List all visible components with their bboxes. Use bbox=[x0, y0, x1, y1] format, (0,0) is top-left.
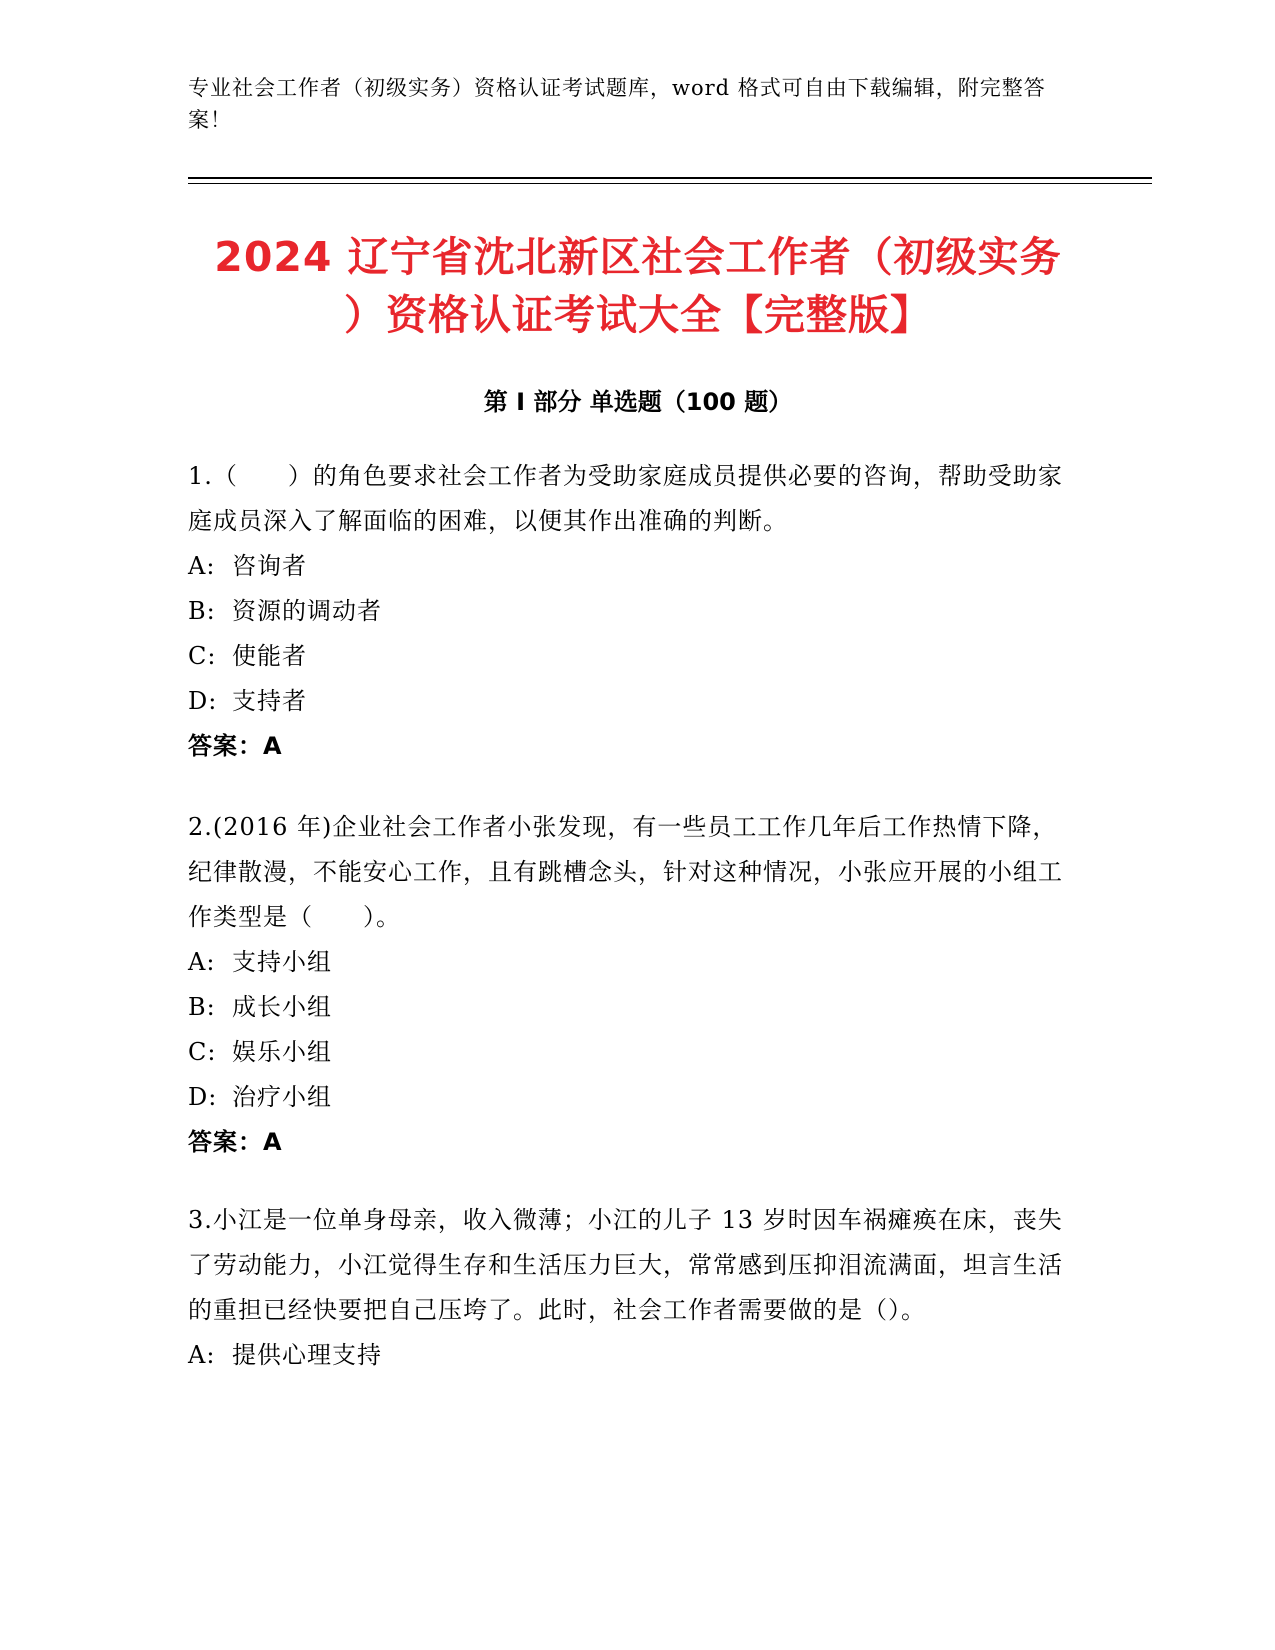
option-letter: D: bbox=[188, 687, 218, 715]
option-letter: C: bbox=[188, 642, 217, 670]
question-stem: 3.小江是一位单身母亲，收入微薄；小江的儿子 13 岁时因车祸瘫痪在床，丧失了劳动能力，小江觉得生存和生活压力巨大，常常感到压抑泪流满面，坦言生活的重担已经快要把自己压垮了。此时，社会工作者需要做的是（）。 bbox=[188, 1206, 1063, 1324]
option-d bbox=[188, 1075, 1068, 1120]
header-note: 专业社会工作者（初级实务）资格认证考试题库，word 格式可自由下载编辑，附完整答案！ bbox=[188, 76, 1046, 132]
option-text: 成长小组 bbox=[232, 993, 332, 1021]
option-text: 咨询者 bbox=[232, 552, 307, 580]
option-letter: B: bbox=[188, 597, 216, 625]
option-b bbox=[188, 985, 1068, 1030]
document-title bbox=[188, 228, 1088, 344]
header-divider-thin bbox=[188, 183, 1152, 184]
option-text: 提供心理支持 bbox=[232, 1341, 382, 1369]
question-stem: 2.(2016 年)企业社会工作者小张发现，有一些员工工作几年后工作热情下降，纪律散漫，不能安心工作，且有跳槽念头，针对这种情况，小张应开展的小组工作类型是（ ）。 bbox=[188, 813, 1063, 931]
option-text: 支持者 bbox=[232, 687, 307, 715]
question-2 bbox=[188, 805, 1068, 1165]
option-a bbox=[188, 940, 1068, 985]
option-a bbox=[188, 544, 1068, 589]
option-letter: A: bbox=[188, 552, 216, 580]
option-b bbox=[188, 589, 1068, 634]
option-d bbox=[188, 679, 1068, 724]
section-title: 第 I 部分 单选题（100 题） bbox=[483, 388, 793, 416]
option-letter: D: bbox=[188, 1083, 218, 1111]
header-divider-thick bbox=[188, 177, 1152, 179]
option-text: 治疗小组 bbox=[232, 1083, 332, 1111]
document-title-line-2: ）资格认证考试大全【完整版】 bbox=[344, 291, 932, 339]
option-letter: A: bbox=[188, 948, 216, 976]
option-text: 支持小组 bbox=[232, 948, 332, 976]
option-text: 资源的调动者 bbox=[232, 597, 382, 625]
document-title-line-1: 2024 辽宁省沈北新区社会工作者（初级实务 bbox=[214, 233, 1062, 281]
option-letter: C: bbox=[188, 1038, 217, 1066]
option-text: 使能者 bbox=[232, 642, 307, 670]
option-c bbox=[188, 634, 1068, 679]
answer: 答案：A bbox=[188, 732, 283, 760]
question-1 bbox=[188, 454, 1068, 769]
question-3 bbox=[188, 1198, 1068, 1378]
option-letter: A: bbox=[188, 1341, 216, 1369]
question-stem: 1.（ ）的角色要求社会工作者为受助家庭成员提供必要的咨询，帮助受助家庭成员深入了解面临的困难，以便其作出准确的判断。 bbox=[188, 462, 1063, 535]
option-text: 娱乐小组 bbox=[232, 1038, 332, 1066]
answer: 答案：A bbox=[188, 1128, 283, 1156]
option-letter: B: bbox=[188, 993, 216, 1021]
option-a bbox=[188, 1333, 1068, 1378]
option-c bbox=[188, 1030, 1068, 1075]
